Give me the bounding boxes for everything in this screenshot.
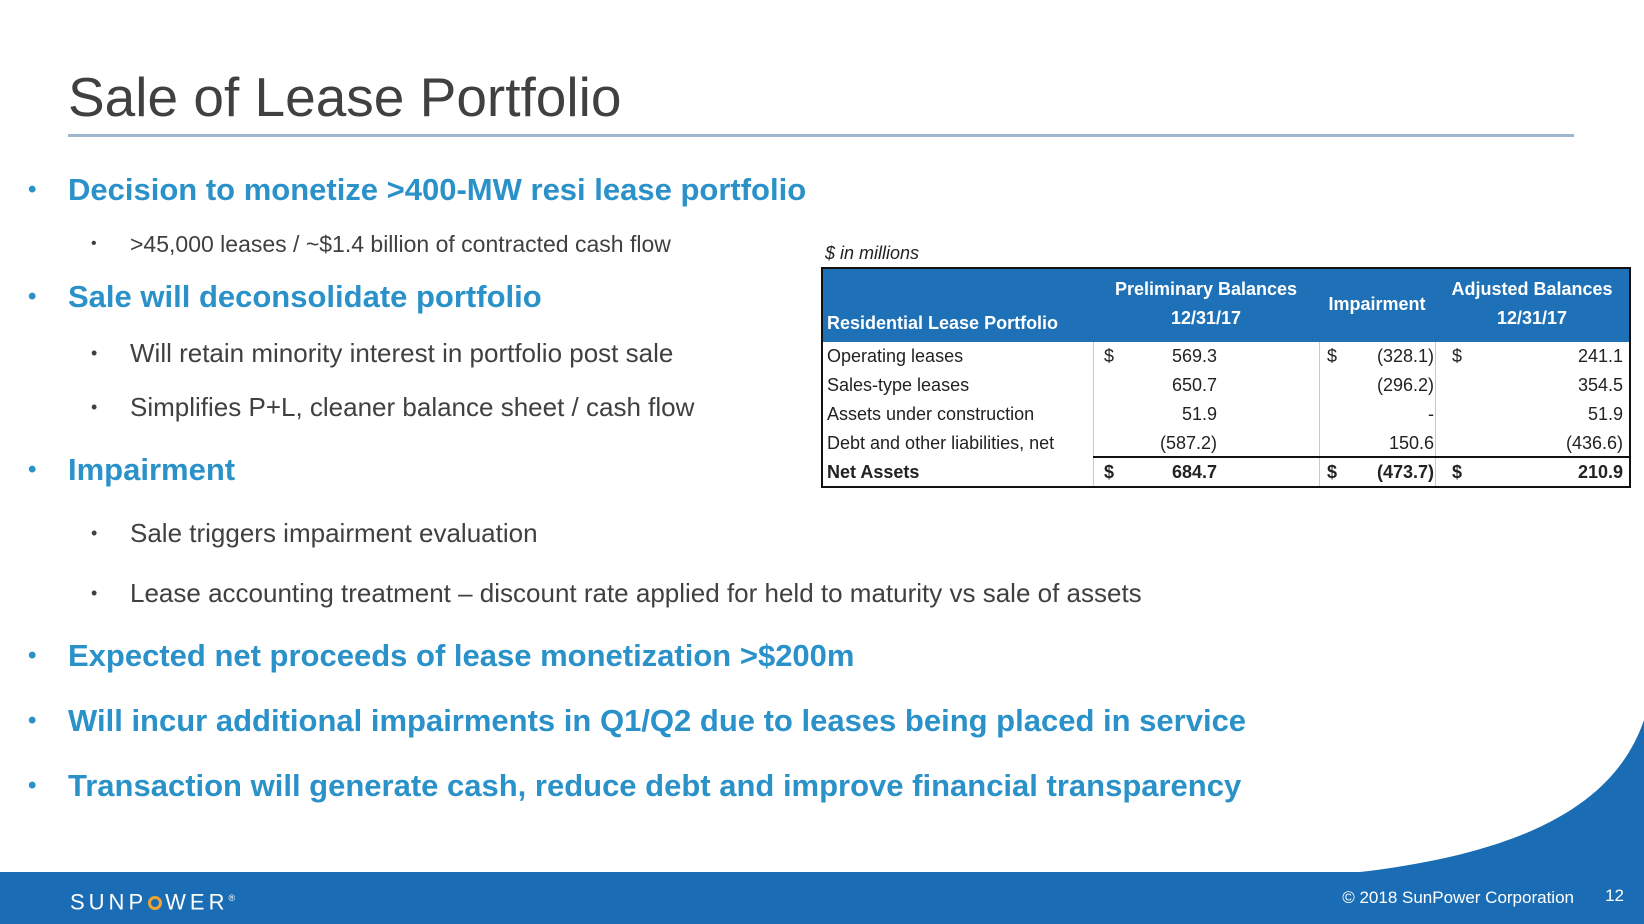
bullet-icon: • bbox=[28, 283, 37, 310]
adjusted-value: 51.9 bbox=[1587, 404, 1623, 424]
row-label: Operating leases bbox=[827, 346, 964, 366]
header-prelim-line1: Preliminary Balances bbox=[1114, 279, 1298, 299]
lease-portfolio-table bbox=[821, 267, 1631, 488]
bullet-text: Expected net proceeds of lease monetization >$200m bbox=[68, 638, 855, 673]
bullet-text: Decision to monetize >400-MW resi lease portfolio bbox=[68, 172, 807, 207]
logo-text-end: WER bbox=[165, 889, 229, 915]
sunpower-logo bbox=[70, 884, 235, 916]
adjusted-value: 354.5 bbox=[1577, 375, 1623, 395]
currency-symbol: $ bbox=[1104, 462, 1115, 482]
prelim-value: 684.7 bbox=[1171, 462, 1217, 482]
impairment-value: (328.1) bbox=[1376, 346, 1434, 366]
currency-symbol: $ bbox=[1452, 462, 1463, 482]
bullet-text: Simplifies P+L, cleaner balance sheet / cash flow bbox=[130, 392, 695, 422]
table-row-debt-liabilities bbox=[823, 429, 1629, 458]
impairment-value: - bbox=[1428, 404, 1434, 424]
table-header bbox=[823, 269, 1629, 342]
page-number: 12 bbox=[1605, 886, 1624, 905]
header-adjusted-line2: 12/31/17 bbox=[1496, 308, 1568, 328]
footer-bar bbox=[0, 872, 1644, 924]
bullet-text: Will retain minority interest in portfolio post sale bbox=[130, 338, 674, 368]
title-divider bbox=[68, 134, 1574, 137]
adjusted-value: 241.1 bbox=[1577, 346, 1623, 366]
logo-text-start: SUNP bbox=[70, 889, 148, 915]
currency-symbol: $ bbox=[1452, 346, 1463, 366]
table-row-sales-type-leases bbox=[823, 371, 1629, 400]
prelim-value: (587.2) bbox=[1159, 433, 1217, 453]
bullet-text: Impairment bbox=[68, 452, 236, 487]
copyright-text: © 2018 SunPower Corporation bbox=[1342, 888, 1574, 907]
prelim-value: 51.9 bbox=[1181, 404, 1217, 424]
bullet-text: >45,000 leases / ~$1.4 billion of contracted cash flow bbox=[130, 231, 671, 257]
impairment-value: (473.7) bbox=[1376, 462, 1434, 482]
bullet-icon: • bbox=[91, 343, 98, 363]
bullet-icon: • bbox=[91, 583, 98, 603]
row-label: Debt and other liabilities, net bbox=[827, 433, 1055, 453]
bullet-icon: • bbox=[28, 176, 37, 203]
table-row-assets-under-construction bbox=[823, 400, 1629, 429]
header-impairment: Impairment bbox=[1328, 294, 1426, 314]
bullet-icon: • bbox=[28, 707, 37, 734]
table-row-net-assets bbox=[823, 458, 1629, 487]
currency-symbol: $ bbox=[1327, 462, 1338, 482]
currency-symbol: $ bbox=[1327, 346, 1338, 366]
header-prelim-line2: 12/31/17 bbox=[1170, 308, 1242, 328]
bullet-icon: • bbox=[28, 456, 37, 483]
row-label: Net Assets bbox=[827, 462, 920, 482]
table-row-operating-leases bbox=[823, 342, 1629, 371]
prelim-value: 650.7 bbox=[1171, 375, 1217, 395]
adjusted-value: (436.6) bbox=[1565, 433, 1623, 453]
sun-icon bbox=[148, 896, 162, 910]
bullet-text: Will incur additional impairments in Q1/Q2 due to leases being placed in service bbox=[68, 703, 1247, 738]
adjusted-value: 210.9 bbox=[1577, 462, 1623, 482]
header-adjusted-line1: Adjusted Balances bbox=[1451, 279, 1613, 299]
currency-symbol: $ bbox=[1104, 346, 1115, 366]
bullet-text: Sale will deconsolidate portfolio bbox=[68, 279, 542, 314]
bullet-icon: • bbox=[28, 642, 37, 669]
row-label: Sales-type leases bbox=[827, 375, 970, 395]
registered-mark: ® bbox=[228, 893, 236, 903]
slide-title: Sale of Lease Portfolio bbox=[68, 66, 622, 128]
impairment-value: (296.2) bbox=[1376, 375, 1434, 395]
units-note: $ in millions bbox=[825, 243, 920, 263]
prelim-value: 569.3 bbox=[1171, 346, 1217, 366]
corner-swoosh-decoration bbox=[1300, 700, 1644, 872]
header-label: Residential Lease Portfolio bbox=[827, 313, 1059, 333]
bullet-icon: • bbox=[91, 397, 98, 417]
row-label: Assets under construction bbox=[827, 404, 1035, 424]
bullet-icon: • bbox=[28, 772, 37, 799]
impairment-value: 150.6 bbox=[1388, 433, 1434, 453]
bullet-text: Sale triggers impairment evaluation bbox=[130, 518, 538, 548]
bullet-icon: • bbox=[91, 523, 98, 543]
bullet-text: Transaction will generate cash, reduce debt and improve financial transparency bbox=[68, 768, 1242, 803]
bullet-text: Lease accounting treatment – discount rate applied for held to maturity vs sale of assets bbox=[130, 578, 1142, 608]
bullet-icon: • bbox=[91, 235, 97, 252]
